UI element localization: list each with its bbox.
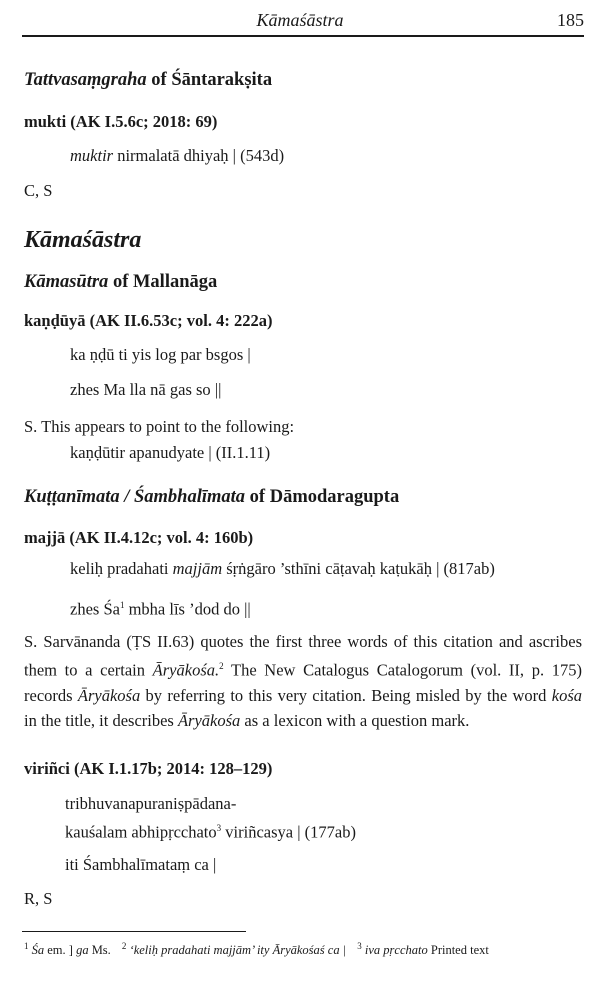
lemma-virinci: viriñci (AK I.1.17b; 2014: 128–129) [24,759,273,778]
heading-tattvasamgraha [24,68,582,93]
note-kanduya: S. This appears to point to the following: [24,417,295,436]
para-text: as a lexicon with a question mark. [240,710,470,730]
page-number: 185 [557,10,584,30]
para-italic: kośa [551,685,582,705]
quote-part: keliḥ pradahati [70,559,173,578]
heading-kamasutra [24,270,582,295]
verse-part: viriñcasya | (177ab) [221,822,356,842]
footnote-1 [24,943,111,957]
quote-part: śṛṅgāro ’sthīni cāṭavaḥ kaṭukāḥ | (817ab) [222,559,495,578]
footnote-number: 2 [121,941,127,951]
section-title: Kāmaśāstra [24,227,142,253]
commentary-paragraph [24,629,582,733]
footnotes [24,937,584,959]
fn-text: Printed text [427,943,489,958]
footnote-marker: 2 [219,661,224,671]
source-kanduya: kaṇḍūtir apanudyate | (II.1.11) [70,443,271,462]
para-italic: Āryākośa. [152,660,220,680]
para-text: S. Sarvānanda (ṬS II.63) quotes the first three words of this citation and ascribes them to a certain [24,632,582,680]
quote-mukti [70,143,582,168]
verse-line-2 [65,816,582,845]
heading-kuttanimata [24,485,582,510]
footnote-marker: 3 [216,823,222,833]
tib-part: mbha līs ’dod do || [124,599,251,619]
para-text: The New Catalogus Catalogorum (vol. II, p. 175) records [24,660,582,705]
quote-italic: muktir [70,146,114,165]
header-rule [22,35,584,37]
work-title: Kāmasūtra [24,272,109,292]
fn-italic: ga [76,943,89,958]
work-author: of Dāmodaragupta [245,487,400,507]
quote-majja [70,556,582,581]
work-author: of Śāntarakṣita [146,70,273,90]
para-text: by referring to this very citation. Being misled by the word [140,685,552,705]
quote-italic: majjām [172,559,223,578]
verse-line-1: tribhuvanapuraniṣpādana- [65,794,237,813]
para-italic: Āryākośa [77,685,141,705]
fn-italic: ‘keliḥ pradahati majjām’ ity Āryākośaś ca | [129,943,347,958]
footnote-2 [122,943,346,957]
fn-text: Ms. [88,943,111,958]
sigla-note-2: R, S [24,889,53,908]
work-title: Tattvasaṃgraha [24,70,147,90]
tibetan-line-1: ka ṇḍū ti yis log par bsgos | [70,345,251,364]
lemma-mukti: mukti (AK I.5.6c; 2018: 69) [24,112,218,131]
lemma-kanduya: kaṇḍūyā (AK II.6.53c; vol. 4: 222a) [24,311,273,330]
para-text: in the title, it describes [24,710,178,730]
work-author: of Mallanāga [108,272,218,292]
tib-part: zhes Śa [70,599,120,619]
para-italic: Āryākośa [177,710,241,730]
lemma-majja: majjā (AK II.4.12c; vol. 4: 160b) [24,528,254,547]
tibetan-line-2: zhes Ma lla nā gas so || [70,380,222,399]
work-title: Kuṭṭanīmata / Śambhalīmata [24,487,246,507]
verse-part: kauśalam abhipṛcchato [65,822,217,842]
verse-line-3: iti Śambhalīmataṃ ca | [65,855,217,874]
footnote-number: 3 [357,941,362,951]
quote-text: nirmalatā dhiyaḥ | (543d) [113,146,285,165]
tibetan-majja [70,593,582,622]
footnote-marker: 1 [119,600,125,610]
footnote-rule [22,931,246,932]
fn-italic: Śa [31,943,45,958]
sigla-note: C, S [24,181,53,200]
footnote-number: 1 [24,941,29,951]
fn-italic: iva pṛcchato [364,943,428,958]
fn-text: em. ] [44,943,77,958]
footnote-3 [357,943,489,957]
running-head: Kāmaśāstra [256,10,344,30]
